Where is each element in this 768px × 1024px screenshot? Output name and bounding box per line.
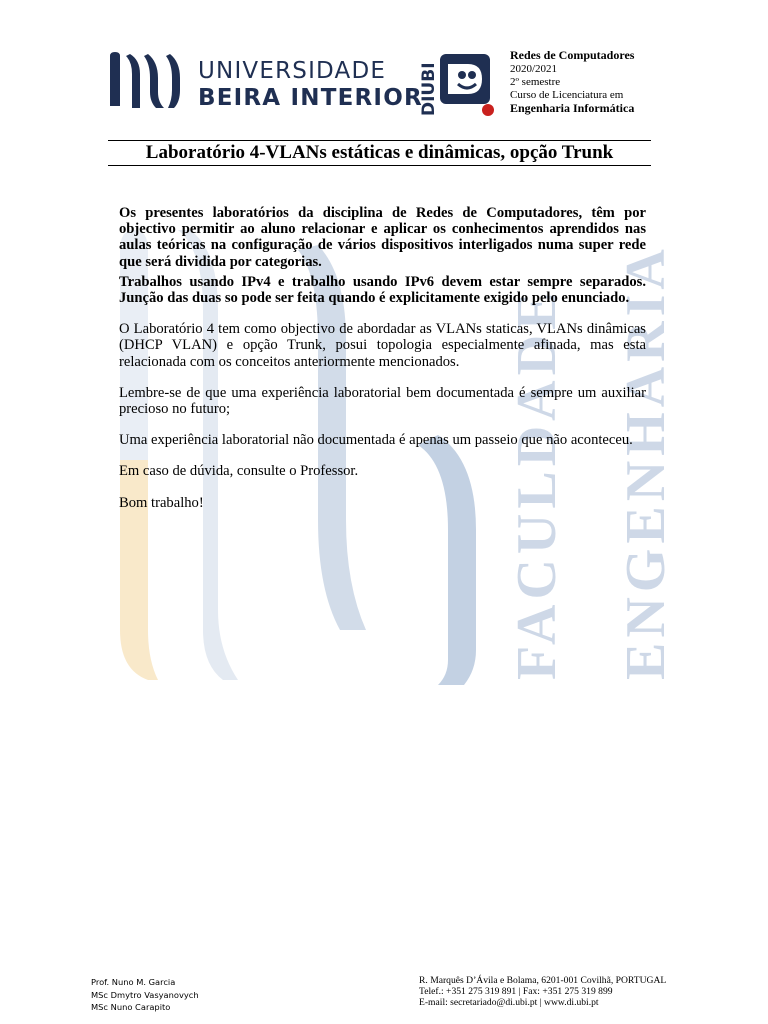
diubi-logo-dot [482,104,494,116]
title-rule-bottom [108,165,651,166]
paragraph-lab-goal: O Laboratório 4 tem como objectivo de abordadar as VLANs staticas, VLANs dinâmicas (DHCP VLAN) e opção Trunk, posui topologia especialmente afinada, mas esta relacionada com os conceitos anteriormente mencionados. [119,321,646,370]
lab-introduction [119,205,646,526]
staff-member: Prof. Nuno M. Garcia [91,977,176,987]
semester: 2º semestre [510,76,561,88]
ubi-logo-wave-1 [126,54,140,108]
ubi-logo-bar-1 [110,52,120,106]
paragraph-documentation: Lembre-se de que uma experiência laboratorial bem documentada é sempre um auxiliar precioso no futuro; [119,384,646,418]
paragraph-ipv4-ipv6-rule: Trabalhos usando IPv4 e trabalho usando IPv6 devem estar sempre separados. Junção das duas so pode ser feita quando é explicitamente exigido pelo enunciado. [119,273,646,307]
ubi-logo-wave-3 [166,54,180,108]
paragraph-undocumented: Uma experiência laboratorial não documentada é apenas um passeio que não aconteceu. [119,432,633,449]
degree: Curso de Licenciatura em [510,89,624,101]
footer-phone: Telef.: +351 275 319 891 | Fax: +351 275 319 899 [419,986,613,997]
diubi-logo-d-shape [448,64,482,94]
watermark-word-engenharia: ENGENHARIA [615,244,677,680]
diubi-logo [420,50,498,118]
watermark-word-faculdade: FACULDADE [506,287,568,680]
footer-email: E-mail: secretariado@di.ubi.pt | www.di.ubi.pt [419,997,599,1008]
paragraph-closing: Bom trabalho! [119,494,204,511]
ubi-logo-mark [108,50,190,110]
staff-member: MSc Dmytro Vasyanovych [91,990,199,1000]
diubi-logo-eye-left [458,71,466,79]
university-name-line2: BEIRA INTERIOR [198,85,423,111]
paragraph-doubts: Em caso de dúvida, consulte o Professor. [119,463,359,480]
course-name: Redes de Computadores [510,48,635,62]
lab-title: Laboratório 4-VLANs estáticas e dinâmicas, opção Trunk [145,142,614,163]
ubi-logo-wave-2 [144,54,164,108]
footer-address: R. Marquês D’Ávila e Bolama, 6201-001 Covilhã, PORTUGAL [419,975,667,986]
academic-year: 2020/2021 [510,63,558,75]
diubi-logo-eye-right [468,71,476,79]
paragraph-objectives: Os presentes laboratórios da disciplina de Redes de Computadores, têm por objectivo permitir ao aluno relacionar e aplicar os conhecimentos aprendidos nas aulas teóricas na configuração de vários dispositivos interligados numa super rede que será dividida por categorias. [119,205,646,270]
diubi-logo-text: DIUBI [419,62,439,116]
title-rule-top [108,140,651,141]
university-name-line1: UNIVERSIDADE [198,58,387,84]
staff-member: MSc Nuno Carapito [91,1002,171,1012]
field-of-study: Engenharia Informática [510,101,635,115]
